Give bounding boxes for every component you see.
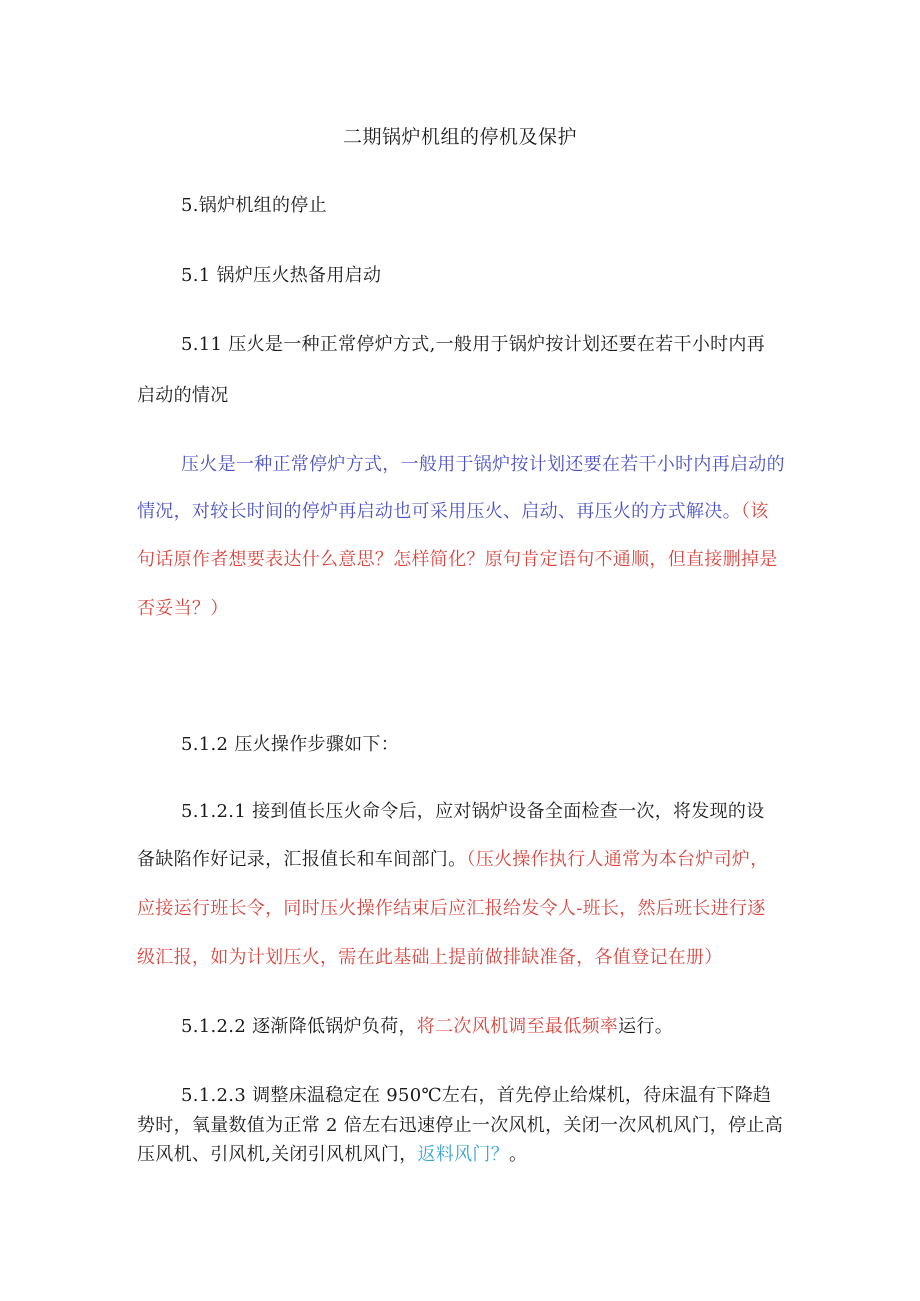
paragraph-5-1-2-2 (181, 1012, 673, 1038)
document-title: 二期锅炉机组的停机及保护 (342, 126, 577, 148)
review-question-return-damper: 返料风门？ (417, 1144, 510, 1165)
paragraph-5-1-2-3-end: 。 (509, 1144, 528, 1165)
paragraph-5-1-2-3-line-1: 5.1.2.3 调整床温稳定在 950℃左右，首先停止给煤机，待床温有下降趋 (181, 1085, 772, 1106)
paragraph-5-1-2-2-start: 5.1.2.2 逐渐降低锅炉负荷， (181, 1016, 417, 1037)
revision-text-blue: 情况，对较长时间的停炉再启动也可采用压火、启动、再压火的方式解决。 (137, 501, 741, 522)
paragraph-5-1-2-1-text: 备缺陷作好记录，汇报值长和车间部门。 (137, 849, 467, 870)
review-comment-line-3: 句话原作者想要表达什么意思？怎样简化？原句肯定语句不通顺，但直接删掉是 (137, 549, 778, 570)
paragraph-5-1-2-2-fan: 将二次风机 (416, 1016, 509, 1037)
revision-text-line-2 (137, 497, 769, 523)
paragraph-5-1-2-3-line-3 (137, 1140, 527, 1166)
review-comment-operator: （压火操作执行人通常为本台炉司炉， (466, 849, 769, 870)
paragraph-5-1-2-1-line-2 (137, 845, 769, 871)
review-comment-start: （该 (740, 501, 769, 522)
heading-5-1-2: 5.1.2 压火操作步骤如下： (181, 734, 400, 755)
review-comment-line-4: 否妥当？） (137, 598, 229, 619)
revision-text-line-1: 压火是一种正常停炉方式，一般用于锅炉按计划还要在若干小时内再启动的 (181, 454, 785, 475)
paragraph-5-1-2-2-end: 运行。 (618, 1016, 674, 1037)
review-comment-operator-line-3: 应接运行班长令，同时压火操作结束后应汇报给发令人-班长，然后班长进行逐 (137, 898, 766, 919)
heading-5-1: 5.1 锅炉压火热备用启动 (181, 265, 382, 286)
review-comment-operator-line-4: 级汇报，如为计划压火，需在此基础上提前做排缺准备，各值登记在册） (137, 947, 723, 968)
heading-5: 5.锅炉机组的停止 (181, 195, 327, 216)
paragraph-5-1-2-3-line-2: 势时，氧量数值为正常 2 倍左右迅速停止一次风机，关闭一次风机风门，停止高 (137, 1115, 783, 1136)
paragraph-5-1-2-1-line-1: 5.1.2.1 接到值长压火命令后，应对锅炉设备全面检查一次，将发现的设 (181, 801, 765, 822)
paragraph-5-1-2-2-frequency: 调至最低频率 (508, 1016, 619, 1037)
paragraph-5-11-line-1: 5.11 压火是一种正常停炉方式,一般用于锅炉按计划还要在若干小时内再 (181, 334, 766, 355)
paragraph-5-1-2-3-text: 压风机、引风机,关闭引风机风门， (137, 1144, 418, 1165)
paragraph-5-11-line-2: 启动的情况 (137, 385, 229, 406)
